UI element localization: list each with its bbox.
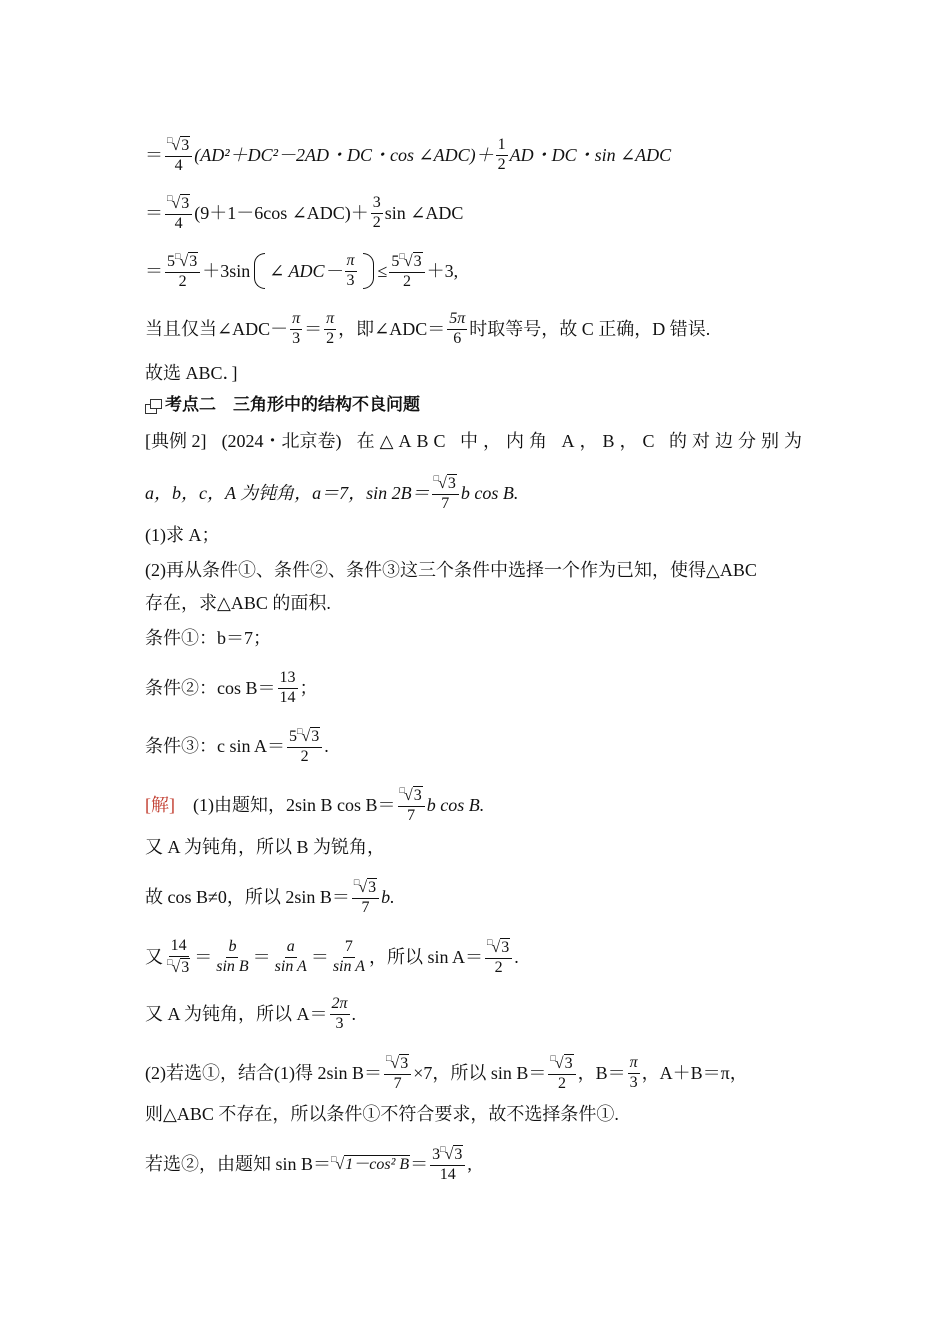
fraction: $\frac{^□√3}{4}$ xyxy=(165,136,192,175)
fraction: $\frac{2\pi}{3}$ xyxy=(331,995,348,1032)
question-2-cont xyxy=(145,594,331,612)
fraction: $\frac{^□√3}{7}$ xyxy=(352,878,379,917)
text: 又 A 为钝角，所以 A＝ xyxy=(145,1004,328,1025)
expr: ＋3sin xyxy=(202,261,251,282)
expr: ∠ ADC－ xyxy=(269,261,343,282)
text: b cos B. xyxy=(460,483,519,504)
text: ，B＝ xyxy=(577,1063,626,1084)
text: . xyxy=(514,947,519,968)
text: 条件②：cos B＝ xyxy=(145,678,276,699)
eq-sign: ＝ xyxy=(145,145,163,166)
fraction: $\frac{3^□√3}{14}$ xyxy=(430,1145,465,1184)
solution-line-1 xyxy=(145,786,484,825)
eq-line-1 xyxy=(145,136,671,175)
sqrt-expr: □√1－cos² B xyxy=(331,1154,410,1173)
fraction: $\frac{5^□√3}{2}$ xyxy=(287,727,322,766)
text: 又 A 为钝角，所以 B 为锐角， xyxy=(145,837,386,857)
fraction: $\frac{^□√3}{2}$ xyxy=(548,1054,575,1093)
example-label: [典例 2] xyxy=(145,431,207,451)
eq-sign: ＝ xyxy=(145,261,163,282)
expr: (AD²＋DC²－2AD・DC・cos ∠ADC)＋ xyxy=(194,145,494,166)
solution-tag: [解] xyxy=(145,795,175,816)
expr: ＋3, xyxy=(426,261,459,282)
eq-sign: ＝ xyxy=(304,319,323,340)
expr: sin ∠ADC xyxy=(384,203,464,224)
text: 条件③：c sin A＝ xyxy=(145,736,286,757)
fraction: $\frac{3}{2}$ xyxy=(372,194,381,231)
solution-line-2 xyxy=(145,838,385,856)
text: ，即∠ADC＝ xyxy=(338,319,446,340)
text: 若选②，由题知 sin B＝ xyxy=(145,1154,332,1175)
text: , xyxy=(467,1154,472,1175)
solution-line-5 xyxy=(145,996,356,1033)
fraction: $\frac{5^□√3}{2}$ xyxy=(165,252,200,291)
text: 时取等号，故 C 正确，D 错误. xyxy=(469,319,711,340)
text: ，A＋B＝π， xyxy=(641,1063,748,1084)
fraction: $\frac{7}{\text{sin A}}$ xyxy=(332,938,365,975)
section-icon xyxy=(145,399,161,413)
example-line-1 xyxy=(145,432,807,450)
text: ； xyxy=(299,678,318,699)
text: (2)再从条件①、条件②、条件③这三个条件中选择一个作为已知，使得△ABC xyxy=(145,560,757,580)
section-heading xyxy=(145,397,420,414)
fraction: $\frac{\pi}{3}$ xyxy=(346,252,355,289)
text: 则△ABC 不存在，所以条件①不符合要求，故不选择条件①. xyxy=(145,1104,619,1124)
condition-2 xyxy=(145,670,318,707)
eq-sign: ＝ xyxy=(410,1154,429,1175)
text: (1)由题知，2sin B cos B＝ xyxy=(193,795,396,816)
eq-sign: ＝ xyxy=(310,947,329,968)
fraction: $\frac{a}{\text{sin A}}$ xyxy=(274,938,307,975)
fraction: $\frac{^□√3}{7}$ xyxy=(432,474,459,513)
fraction: $\frac{b}{\text{sin B}}$ xyxy=(216,938,249,975)
text: . xyxy=(351,1004,357,1025)
fraction: $\frac{\pi}{3}$ xyxy=(292,310,301,347)
condition-1 xyxy=(145,629,271,647)
solution-line-8 xyxy=(145,1145,472,1184)
text: 故选 ABC．] xyxy=(145,363,238,383)
text: . xyxy=(324,736,329,757)
question-2 xyxy=(145,561,757,579)
text: 故 cos B≠0，所以 2sin B＝ xyxy=(145,887,350,908)
example-source: (2024・北京卷) xyxy=(221,431,342,451)
solution-line-7 xyxy=(145,1105,619,1123)
fraction: $\frac{5^□√3}{2}$ xyxy=(389,252,424,291)
fraction: $\frac{\pi}{2}$ xyxy=(326,310,335,347)
text: ，所以 sin A＝ xyxy=(368,947,483,968)
solution-line-4 xyxy=(145,938,519,977)
conclusion-line xyxy=(145,364,238,382)
fraction: $\frac{^□√3}{7}$ xyxy=(384,1054,411,1093)
le-sign: ≤ xyxy=(377,261,388,282)
fraction: $\frac{^□√3}{7}$ xyxy=(398,786,425,825)
eq-line-4 xyxy=(145,311,710,348)
question-1 xyxy=(145,526,220,544)
text: 条件①：b＝7； xyxy=(145,628,271,648)
text: 又 xyxy=(145,947,163,968)
fraction: $\frac{1}{2}$ xyxy=(497,136,506,173)
text: a，b，c，A 为钝角，a＝7，sin 2B＝ xyxy=(145,483,430,504)
text: 存在，求△ABC 的面积. xyxy=(145,593,331,613)
section-title: 考点二 三角形中的结构不良问题 xyxy=(165,395,420,415)
eq-sign: ＝ xyxy=(252,947,271,968)
text: (2)若选①，结合(1)得 2sin B＝ xyxy=(145,1063,382,1084)
fraction: $\frac{14}{^□√3}$ xyxy=(167,937,190,976)
eq-sign: ＝ xyxy=(194,947,213,968)
fraction: $\frac{^□√3}{4}$ xyxy=(165,194,192,233)
fraction: $\frac{^□√3}{2}$ xyxy=(485,938,512,977)
text: b cos B. xyxy=(426,795,485,816)
expr: AD・DC・sin ∠ADC xyxy=(509,145,672,166)
eq-sign: ＝ xyxy=(145,203,163,224)
text: 在△ABC 中，内角 A，B，C 的对边分别为 xyxy=(356,431,807,451)
text: b. xyxy=(381,887,395,908)
text: (1)求 A； xyxy=(145,525,220,545)
right-paren xyxy=(363,253,374,289)
fraction: $\frac{5\pi}{6}$ xyxy=(449,310,466,347)
solution-line-6 xyxy=(145,1054,748,1093)
eq-line-3 xyxy=(145,252,458,291)
solution-line-3 xyxy=(145,878,395,917)
text: 当且仅当∠ADC－ xyxy=(145,319,289,340)
expr: (9＋1－6cos ∠ADC)＋ xyxy=(194,203,369,224)
fraction: $\frac{13}{14}$ xyxy=(279,669,296,706)
condition-3 xyxy=(145,727,329,766)
example-line-2 xyxy=(145,474,518,513)
text: ×7，所以 sin B＝ xyxy=(413,1063,547,1084)
fraction: $\frac{\pi}{3}$ xyxy=(629,1054,638,1091)
eq-line-2 xyxy=(145,194,463,233)
left-paren xyxy=(254,253,265,289)
